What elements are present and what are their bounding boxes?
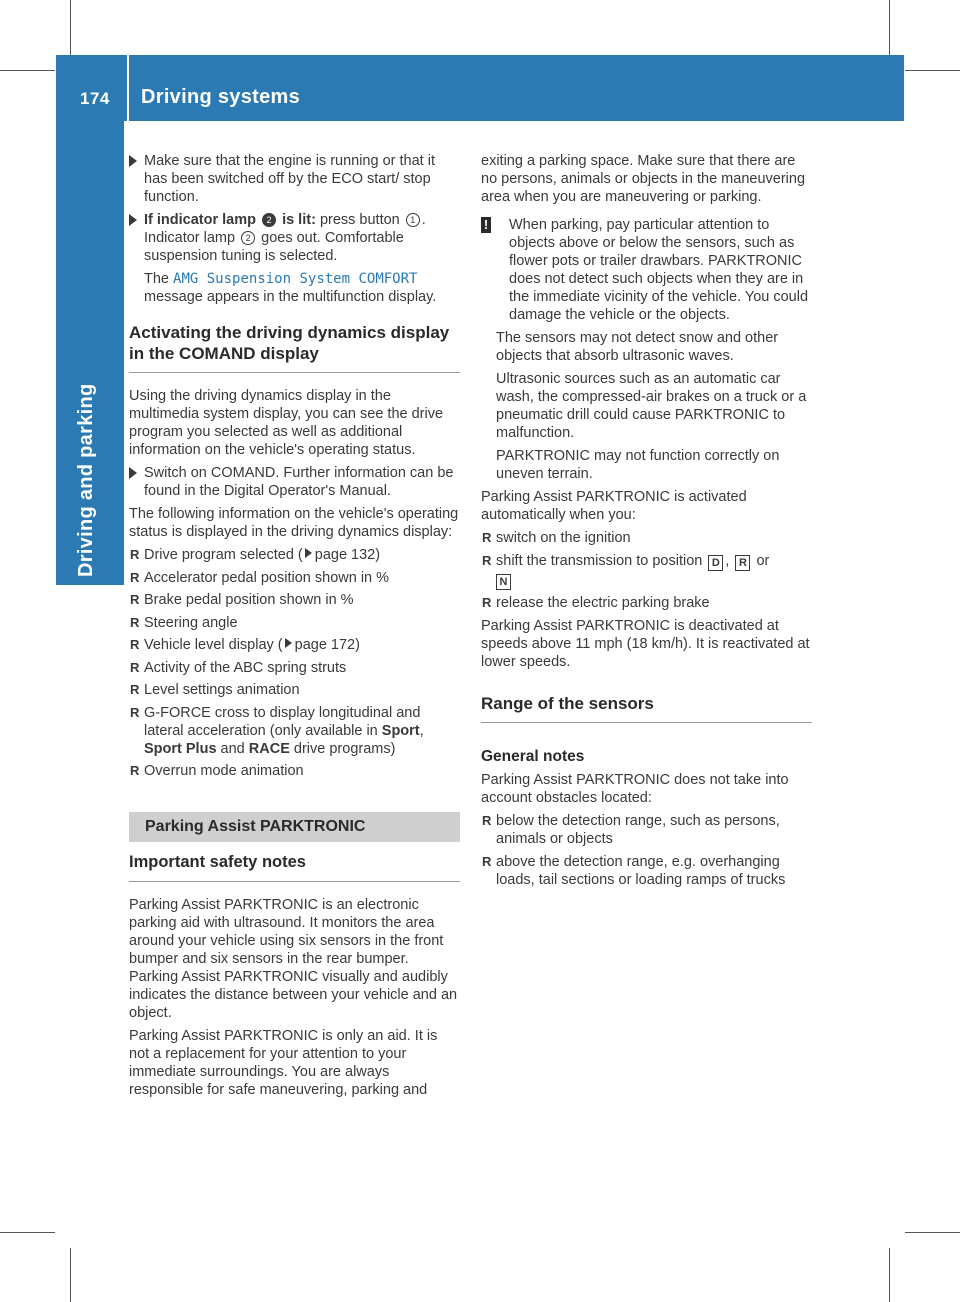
list-text: above the detection range, e.g. overhanging loads, tail sections or loading ramps of trucks xyxy=(496,853,786,888)
list-text: Overrun mode animation xyxy=(144,763,304,779)
general-paragraph: Parking Assist PARKTRONIC does not take into account obstacles located: xyxy=(481,772,789,806)
display-info-list xyxy=(129,546,460,780)
list-text: and xyxy=(220,740,245,757)
instruction-step xyxy=(129,152,460,206)
list-text: shift the transmission to position xyxy=(496,552,703,569)
gear-d-icon: D xyxy=(708,555,723,571)
crop-mark xyxy=(905,1232,960,1233)
list-item xyxy=(129,762,460,780)
step-arrow-icon xyxy=(129,155,137,167)
button-1-icon: 1 xyxy=(406,213,420,227)
crop-mark xyxy=(70,1248,71,1302)
step-bold: is lit: xyxy=(282,212,316,228)
warning-icon: ! xyxy=(481,217,491,233)
step-arrow-icon xyxy=(129,467,137,479)
display-message-paragraph xyxy=(129,270,460,306)
list-item xyxy=(481,853,812,889)
heading-safety-notes: Important safety notes xyxy=(129,852,460,882)
bullet-icon: R xyxy=(482,813,492,828)
the-word: The xyxy=(144,271,169,287)
bullet-icon: R xyxy=(130,637,140,652)
list-item xyxy=(129,546,460,564)
page-ref-icon xyxy=(285,638,292,648)
safety-paragraph: Parking Assist PARKTRONIC is only an aid. It is not a replacement for your attention to your immediate surroundings. You are always responsible for safe maneuvering, parking and xyxy=(129,1028,438,1098)
list-text: below the detection range, such as persons, animals or objects xyxy=(496,813,780,847)
crop-mark xyxy=(889,0,890,55)
list-item xyxy=(129,569,460,587)
bullet-icon: R xyxy=(130,569,140,585)
list-text: Brake pedal position shown in % xyxy=(144,592,354,608)
bullet-icon: R xyxy=(482,853,492,869)
warning-text: Ultrasonic sources such as an automatic car wash, the compressed-air brakes on a truck or a pneumatic drill could cause PARKTRONIC to malfunction. xyxy=(496,371,807,441)
list-item xyxy=(481,529,812,547)
heading-general-notes: General notes xyxy=(481,748,585,765)
activation-paragraph: Parking Assist PARKTRONIC is activated automatically when you: xyxy=(481,489,747,523)
list-item xyxy=(481,552,812,590)
message-text: message appears in the multifunction display. xyxy=(144,289,437,305)
crop-mark xyxy=(70,0,71,55)
indicator-2-icon: 2 xyxy=(262,213,276,227)
step-text: . Indicator lamp xyxy=(144,212,426,246)
list-text: G-FORCE cross to display longitudinal and lateral acceleration (only available in xyxy=(144,704,421,739)
step-text: goes out. Comfortable suspension tuning is selected. xyxy=(144,230,404,264)
list-text: Drive program selected ( xyxy=(144,547,303,563)
safety-paragraph: Parking Assist PARKTRONIC is an electronic parking aid with ultrasound. It monitors the area around your vehicle using six sensors in the front bumper and six sensors in the rear bumper. Parking Assist PARKTRONIC visually and audibly indicates the distance between your vehicle and an object. xyxy=(129,897,458,1021)
step-text: press button xyxy=(319,212,400,228)
warning-text: When parking, pay particular attention to objects above or below the sensors, such as flower pots or trailer drawbars. PARKTRONIC does not detect such objects when they are in the immediate vicinity of the vehicle. You could damage the vehicle or the objects. xyxy=(509,217,809,323)
bullet-icon: R xyxy=(130,614,140,630)
list-text: , xyxy=(419,722,424,739)
crop-mark xyxy=(905,70,960,71)
crop-mark xyxy=(0,70,55,71)
gear-n-icon: N xyxy=(496,574,511,590)
page-ref-link[interactable]: page 132) xyxy=(314,547,381,563)
mode-sport-plus: Sport Plus xyxy=(144,740,217,757)
crop-mark xyxy=(889,1248,890,1302)
list-text: Level settings animation xyxy=(144,682,300,698)
bullet-icon: R xyxy=(130,704,140,720)
step-text: Make sure that the engine is running or that it has been switched off by the ECO start/ stop function. xyxy=(144,153,435,205)
list-item xyxy=(129,659,460,677)
list-item xyxy=(129,681,460,699)
list-text: or xyxy=(756,552,770,569)
bullet-icon: R xyxy=(130,659,140,675)
step-text: Switch on COMAND. Further information can be found in the Digital Operator's Manual. xyxy=(144,465,454,499)
mode-sport: Sport xyxy=(381,722,420,739)
list-text: Steering angle xyxy=(144,614,238,631)
following-paragraph: The following information on the vehicle's operating status is displayed in the driving dynamics display: xyxy=(129,506,459,540)
list-item xyxy=(481,812,812,848)
instruction-step xyxy=(129,211,460,265)
bullet-icon: R xyxy=(130,682,140,697)
bullet-icon: R xyxy=(482,595,492,610)
list-text: Vehicle level display ( xyxy=(144,637,283,653)
intro-paragraph: Using the driving dynamics display in the multimedia system display, you can see the drive program you selected as well as additional information on the vehicle's operating status. xyxy=(129,388,444,458)
list-text: drive programs) xyxy=(293,740,396,757)
warning-note xyxy=(481,216,812,483)
list-item xyxy=(129,591,460,609)
bullet-icon: R xyxy=(482,552,492,568)
heading-range-sensors: Range of the sensors xyxy=(481,693,812,723)
side-tab-label: Driving and parking xyxy=(75,383,97,577)
gear-r-icon: R xyxy=(735,555,750,571)
section-title: Driving systems xyxy=(141,86,301,108)
bullet-icon: R xyxy=(130,763,140,778)
list-text: Accelerator pedal position shown in % xyxy=(144,569,390,586)
list-text: switch on the ignition xyxy=(496,530,631,546)
step-arrow-icon xyxy=(129,214,137,226)
page-ref-icon xyxy=(305,548,312,558)
display-message: AMG Suspension System COMFORT xyxy=(173,271,418,287)
bullet-icon: R xyxy=(130,547,140,562)
right-column xyxy=(481,152,812,894)
left-column xyxy=(129,152,460,1104)
continued-paragraph: exiting a parking space. Make sure that there are no persons, animals or objects in the maneuvering area when you are maneuvering or parking. xyxy=(481,153,806,205)
deactivation-paragraph: Parking Assist PARKTRONIC is deactivated at speeds above 11 mph (18 km/h). It is reactivated at lower speeds. xyxy=(481,618,810,670)
header-separator xyxy=(127,55,129,121)
page-number: 174 xyxy=(80,89,110,108)
indicator-2-icon: 2 xyxy=(241,231,255,245)
crop-mark xyxy=(0,1232,55,1233)
warning-text: The sensors may not detect snow and other objects that absorb ultrasonic waves. xyxy=(496,330,779,364)
activation-list xyxy=(481,529,812,612)
mode-race: RACE xyxy=(248,740,290,757)
list-text: Activity of the ABC spring struts xyxy=(144,659,347,676)
step-bold: If indicator lamp xyxy=(144,212,256,228)
list-item xyxy=(129,636,460,654)
page-ref-link[interactable]: page 172) xyxy=(294,637,360,653)
instruction-step xyxy=(129,464,460,500)
range-list xyxy=(481,812,812,889)
list-text: , xyxy=(725,552,730,569)
heading-driving-dynamics: Activating the driving dynamics display in the COMAND display xyxy=(129,322,460,373)
list-item xyxy=(129,704,460,758)
list-item xyxy=(129,614,460,632)
bullet-icon: R xyxy=(130,592,140,607)
list-text: release the electric parking brake xyxy=(496,595,710,611)
section-band: Parking Assist PARKTRONIC xyxy=(129,812,460,842)
list-item xyxy=(481,594,812,612)
warning-text: PARKTRONIC may not function correctly on uneven terrain. xyxy=(496,448,780,482)
bullet-icon: R xyxy=(482,530,492,545)
